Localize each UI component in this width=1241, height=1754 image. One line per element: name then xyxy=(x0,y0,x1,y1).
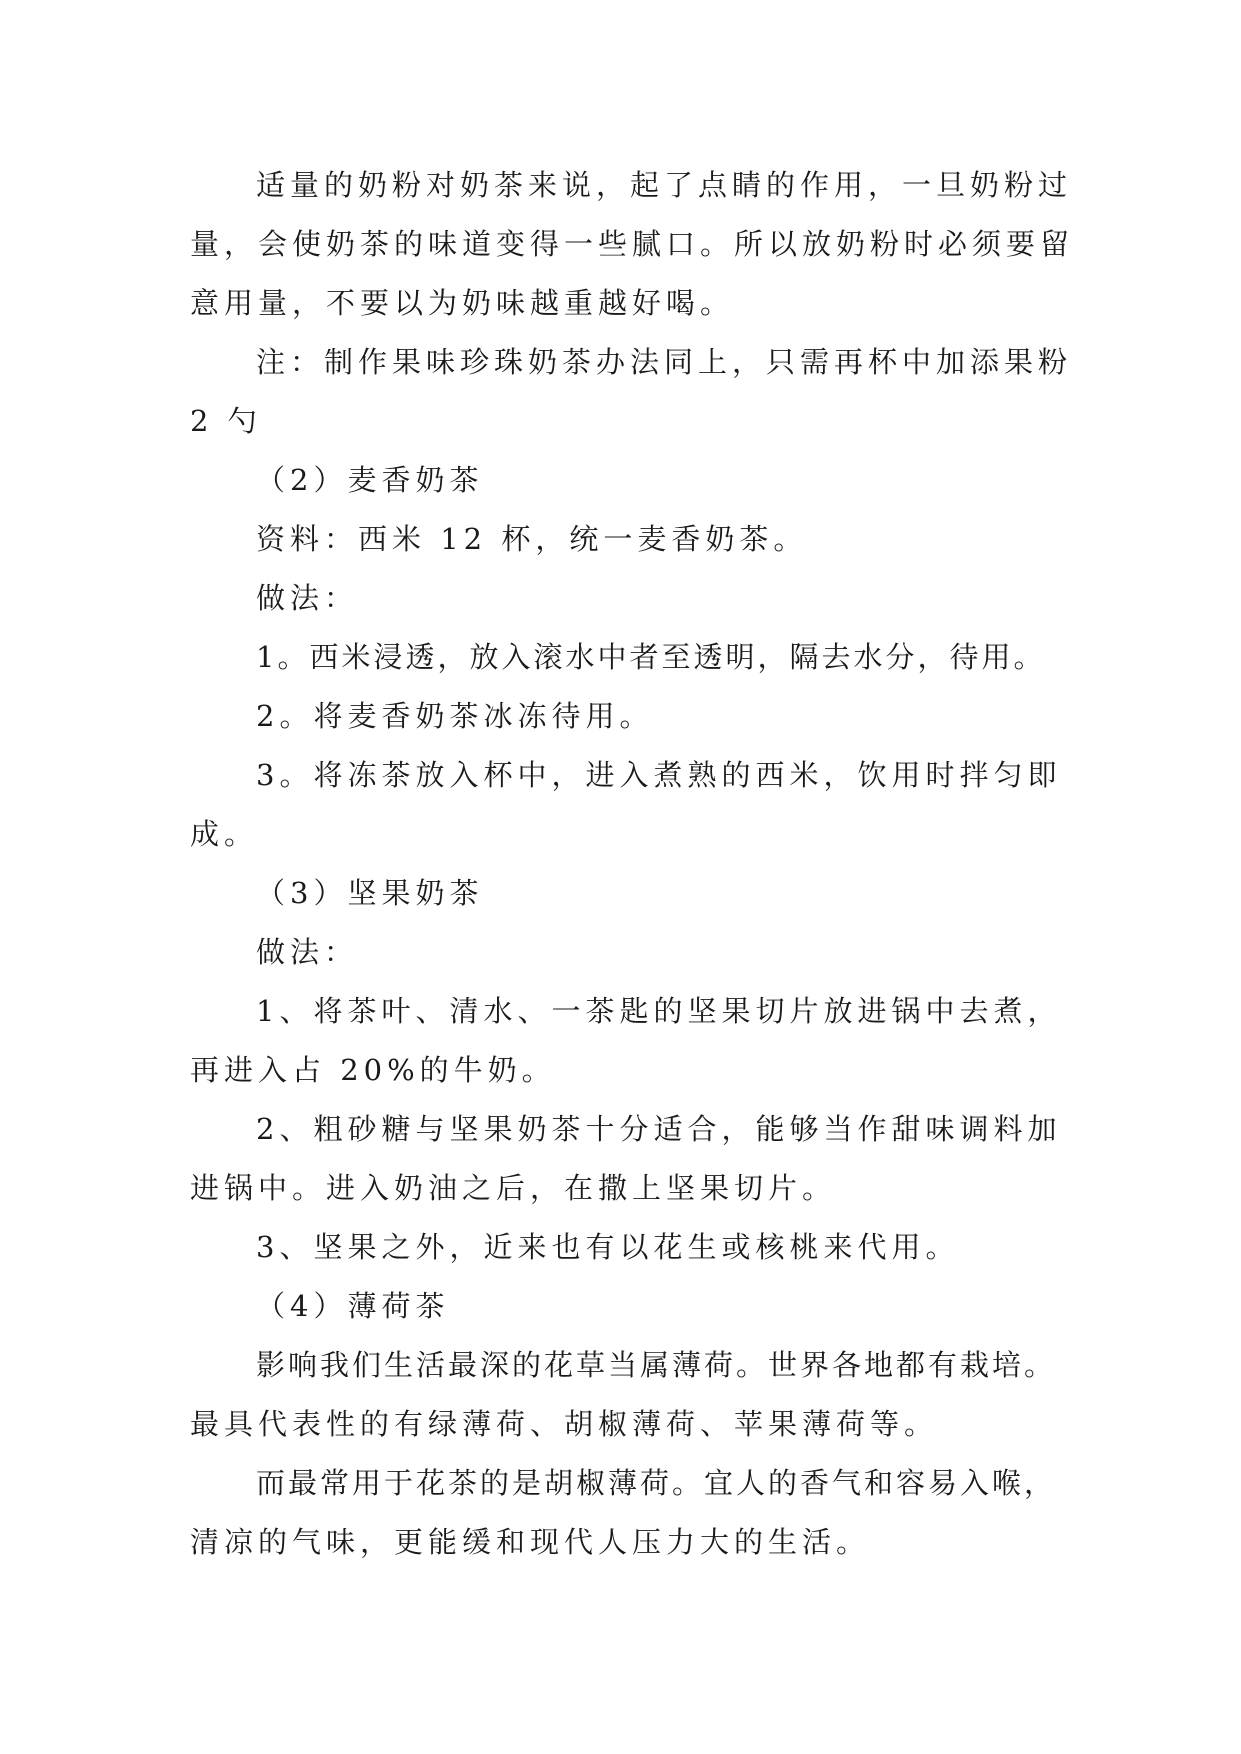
method-label: 做法： xyxy=(256,581,359,615)
step-line: 成。 xyxy=(190,817,259,851)
paragraph-line: 而最常用于花茶的是胡椒薄荷。宜人的香气和容易入喉， xyxy=(256,1466,1057,1500)
paragraph-line: 量，会使奶茶的味道变得一些腻口。所以放奶粉时必须要留 xyxy=(190,227,1075,261)
section-heading: （4）薄荷茶 xyxy=(256,1289,450,1323)
paragraph-line: 意用量，不要以为奶味越重越好喝。 xyxy=(190,286,735,320)
step-line: 3、坚果之外，近来也有以花生或核桃来代用。 xyxy=(256,1230,960,1264)
step-line: 1、将茶叶、清水、一茶匙的坚果切片放进锅中去煮， xyxy=(256,994,1062,1028)
paragraph-line: 清凉的气味，更能缓和现代人压力大的生活。 xyxy=(190,1525,871,1559)
step-line: 进锅中。进入奶油之后，在撒上坚果切片。 xyxy=(190,1171,837,1205)
step-line: 2。将麦香奶茶冰冻待用。 xyxy=(256,699,654,733)
paragraph-line: 最具代表性的有绿薄荷、胡椒薄荷、苹果薄荷等。 xyxy=(190,1407,939,1441)
method-label: 做法： xyxy=(256,935,359,969)
note-line: 2 勺 xyxy=(190,404,262,438)
step-line: 再进入占 20%的牛奶。 xyxy=(190,1053,556,1087)
note-line: 注：制作果味珍珠奶茶办法同上，只需再杯中加添果粉 xyxy=(256,345,1073,379)
ingredients-line: 资料：西米 12 杯，统一麦香奶茶。 xyxy=(256,522,808,556)
step-line: 1。西米浸透，放入滚水中者至透明，隔去水分，待用。 xyxy=(256,640,1046,674)
step-line: 2、粗砂糖与坚果奶茶十分适合，能够当作甜味调料加 xyxy=(256,1112,1062,1146)
section-heading: （2）麦香奶茶 xyxy=(256,463,484,497)
paragraph-line: 适量的奶粉对奶茶来说，起了点睛的作用，一旦奶粉过 xyxy=(256,168,1073,202)
step-line: 3。将冻茶放入杯中，进入煮熟的西米，饮用时拌匀即 xyxy=(256,758,1062,792)
paragraph-line: 影响我们生活最深的花草当属薄荷。世界各地都有栽培。 xyxy=(256,1348,1057,1382)
section-heading: （3）坚果奶茶 xyxy=(256,876,484,910)
